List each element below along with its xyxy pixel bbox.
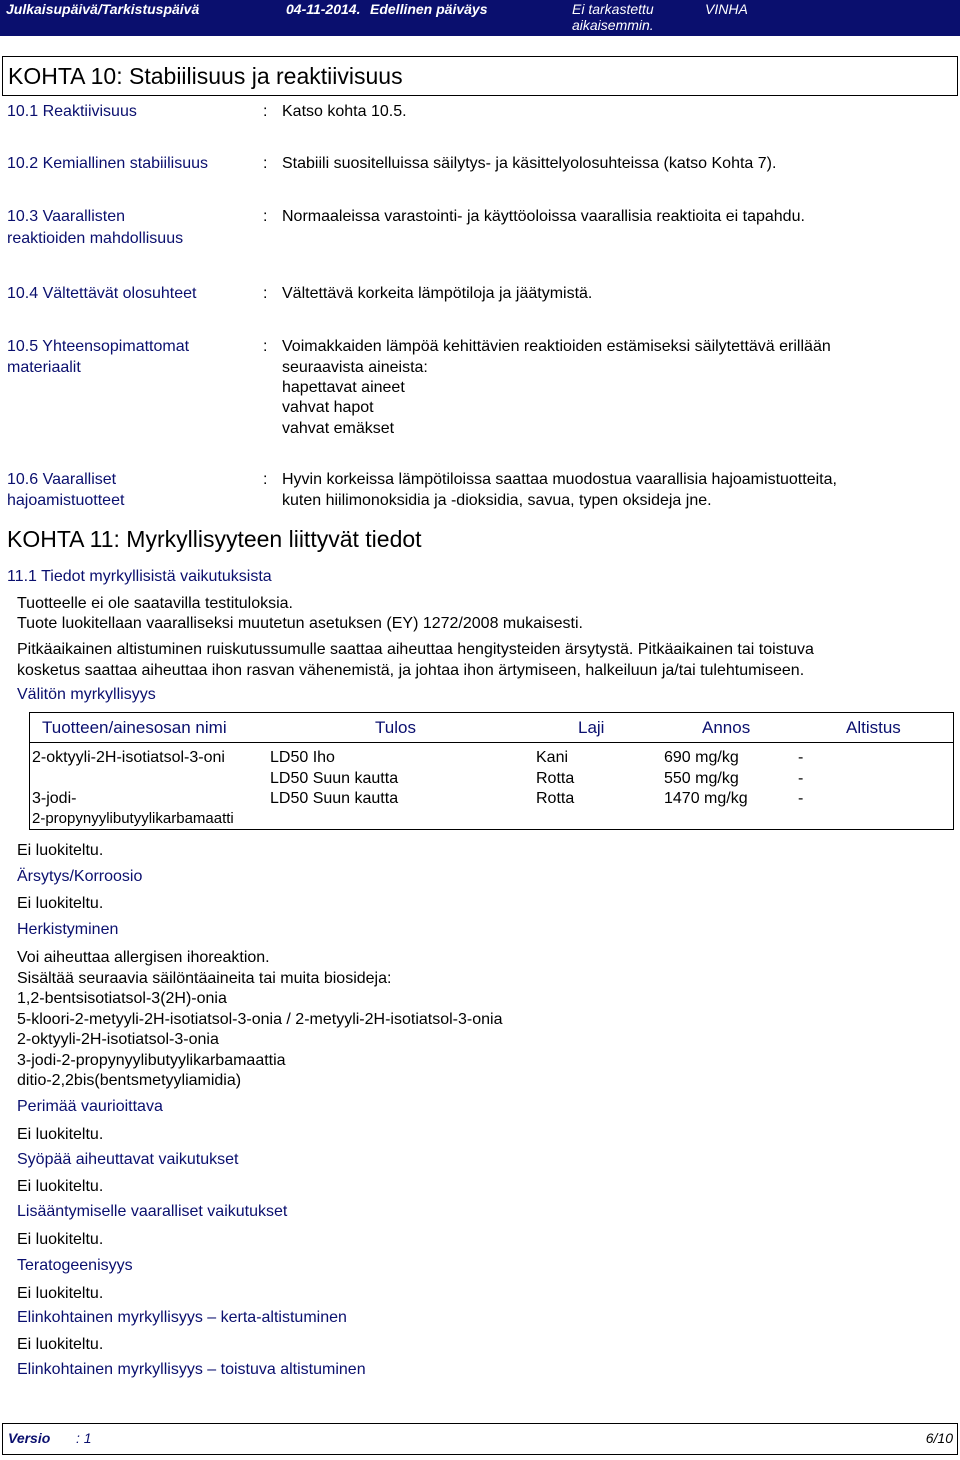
table-header-species: Laji xyxy=(578,718,605,737)
previous-version: Edellinen päiväys xyxy=(370,1,488,17)
not-checked-line2: aikaisemmin. xyxy=(572,17,654,33)
mutagenicity-heading: Perimää vaurioittava xyxy=(17,1098,163,1115)
reproductive-heading: Lisääntymiselle vaaralliset vaikutukset xyxy=(17,1203,288,1220)
reactivity-label: 10.1 Reaktiivisuus xyxy=(7,103,137,120)
table-cell-exposure: - xyxy=(798,790,804,807)
sensitisation-line: 3-jodi-2-propynyylibutyylikarbamaattia xyxy=(17,1052,286,1069)
incompatible-line: Voimakkaiden lämpöä kehittävien reaktioiden estämiseksi säilytettävä erillään xyxy=(282,338,831,355)
sensitisation-line: 2-oktyyli-2H-isotiatsol-3-onia xyxy=(17,1031,219,1048)
table-cell-species: Rotta xyxy=(536,790,575,807)
sensitisation-line: Voi aiheuttaa allergisen ihoreaktion. xyxy=(17,949,270,966)
stot-single-heading: Elinkohtainen myrkyllisyys – kerta-altistuminen xyxy=(17,1309,347,1326)
date-value: 04-11-2014. xyxy=(286,1,361,17)
version-value: : 1 xyxy=(76,1430,92,1446)
reactivity-value: Katso kohta 10.5. xyxy=(282,103,407,120)
sensitisation-heading: Herkistyminen xyxy=(17,921,119,938)
table-cell-result: LD50 Suun kautta xyxy=(270,770,399,787)
decomposition-line: Hyvin korkeissa lämpötiloissa saattaa muodostua vaarallisia hajoamistuotteita, xyxy=(282,471,837,488)
teratogenicity-heading: Teratogeenisyys xyxy=(17,1257,133,1274)
hazardous-reactions-label-2: reaktioiden mahdollisuus xyxy=(7,230,184,247)
irritation-conclusion: Ei luokiteltu. xyxy=(17,895,104,912)
table-cell-species: Rotta xyxy=(536,770,575,787)
colon: : xyxy=(263,285,268,302)
table-cell-name: 3-jodi- xyxy=(32,790,77,807)
incompatible-line: seuraavista aineista: xyxy=(282,359,428,376)
sensitisation-line: ditio-2,2bis(bentsmetyyliamidia) xyxy=(17,1072,242,1089)
hazardous-reactions-label-1: 10.3 Vaarallisten xyxy=(7,208,125,225)
colon: : xyxy=(263,471,268,488)
document-header xyxy=(0,0,960,36)
incompatible-line: vahvat hapot xyxy=(282,399,374,416)
incompatible-materials-label-2: materiaalit xyxy=(7,359,81,376)
hazardous-reactions-value: Normaaleissa varastointi- ja käyttöoloissa vaarallisia reaktioita ei tapahdu. xyxy=(282,208,805,225)
stability-label: 10.2 Kemiallinen stabiilisuus xyxy=(7,155,208,172)
colon: : xyxy=(263,103,268,120)
incompatible-line: vahvat emäkset xyxy=(282,420,395,437)
carcinogenicity-heading: Syöpää aiheuttavat vaikutukset xyxy=(17,1151,239,1168)
intro-line: Pitkäaikainen altistuminen ruiskutussumulle saattaa aiheuttaa hengitysteiden ärsytystä. Pitkäaikainen tai toistuva xyxy=(17,641,814,658)
conditions-to-avoid-label: 10.4 Vältettävät olosuhteet xyxy=(7,285,197,302)
table-cell-name: 2-oktyyli-2H-isotiatsol-3-oni xyxy=(32,749,225,766)
incompatible-materials-label-1: 10.5 Yhteensopimattomat xyxy=(7,338,190,355)
draft-label: VINHA xyxy=(705,1,748,17)
decomposition-line: kuten hiilimonoksidia ja -dioksidia, savua, typen oksideja jne. xyxy=(282,492,712,509)
colon: : xyxy=(263,208,268,225)
date-label: Julkaisupäivä/Tarkistuspäivä xyxy=(6,1,200,17)
version-label: Versio xyxy=(8,1430,51,1446)
stability-value: Stabiili suositelluissa säilytys- ja käsittelyolosuhteissa (katso Kohta 7). xyxy=(282,155,777,172)
document-footer xyxy=(2,1423,958,1455)
conditions-to-avoid-value: Vältettävä korkeita lämpötiloja ja jäätymistä. xyxy=(282,285,593,302)
colon: : xyxy=(263,155,268,172)
stot-repeated-heading: Elinkohtainen myrkyllisyys – toistuva altistuminen xyxy=(17,1361,366,1378)
acute-toxicity-heading: Välitön myrkyllisyys xyxy=(17,686,156,703)
table-header-name: Tuotteen/ainesosan nimi xyxy=(42,718,227,737)
section10-banner xyxy=(2,56,958,96)
table-cell-name: 2-propynyylibutyylikarbamaatti xyxy=(32,810,234,827)
section11-subtitle: 11.1 Tiedot myrkyllisistä vaikutuksista xyxy=(7,568,272,585)
stot-single-conclusion: Ei luokiteltu. xyxy=(17,1336,104,1353)
page-number: 6/10 xyxy=(925,1430,953,1446)
irritation-heading: Ärsytys/Korroosio xyxy=(17,868,143,885)
section11-title: KOHTA 11: Myrkyllisyyteen liittyvät tiedot xyxy=(7,526,422,552)
intro-line: Tuotteelle ei ole saatavilla testituloksia. xyxy=(17,595,293,612)
table-header-result: Tulos xyxy=(375,718,416,737)
table-cell-dose: 550 mg/kg xyxy=(664,770,739,787)
teratogenicity-conclusion: Ei luokiteltu. xyxy=(17,1285,104,1302)
decomposition-label-2: hajoamistuotteet xyxy=(7,492,125,509)
intro-line: kosketus saattaa aiheuttaa ihon rasvan vähenemistä, ja johtaa ihon ärtymiseen, halkeiluun ja/tai tulehtumiseen. xyxy=(17,662,805,679)
section10-title: KOHTA 10: Stabiilisuus ja reaktiivisuus xyxy=(8,63,403,89)
table-cell-dose: 1470 mg/kg xyxy=(664,790,748,807)
sensitisation-line: 5-kloori-2-metyyli-2H-isotiatsol-3-onia / 2-metyyli-2H-isotiatsol-3-onia xyxy=(17,1011,503,1028)
table-cell-result: LD50 Suun kautta xyxy=(270,790,399,807)
table-cell-species: Kani xyxy=(536,749,569,766)
not-checked-line1: Ei tarkastettu xyxy=(572,1,654,17)
reproductive-conclusion: Ei luokiteltu. xyxy=(17,1231,104,1248)
table-header-exposure: Altistus xyxy=(846,718,901,737)
acute-toxicity-table xyxy=(29,712,954,830)
decomposition-label-1: 10.6 Vaaralliset xyxy=(7,471,117,488)
colon: : xyxy=(263,338,268,355)
intro-line: Tuote luokitellaan vaaralliseksi muutetun asetuksen (EY) 1272/2008 mukaisesti. xyxy=(17,615,583,632)
incompatible-line: hapettavat aineet xyxy=(282,379,405,396)
mutagenicity-conclusion: Ei luokiteltu. xyxy=(17,1126,104,1143)
table-header-divider xyxy=(30,742,953,743)
table-cell-result: LD50 Iho xyxy=(270,749,335,766)
carcinogenicity-conclusion: Ei luokiteltu. xyxy=(17,1178,104,1195)
table-header-dose: Annos xyxy=(702,718,751,737)
table-cell-exposure: - xyxy=(798,749,804,766)
sensitisation-line: Sisältää seuraavia säilöntäaineita tai muita biosideja: xyxy=(17,970,392,987)
table-cell-exposure: - xyxy=(798,770,804,787)
acute-conclusion: Ei luokiteltu. xyxy=(17,842,104,859)
table-cell-dose: 690 mg/kg xyxy=(664,749,739,766)
sensitisation-line: 1,2-bentsisotiatsol-3(2H)-onia xyxy=(17,990,227,1007)
